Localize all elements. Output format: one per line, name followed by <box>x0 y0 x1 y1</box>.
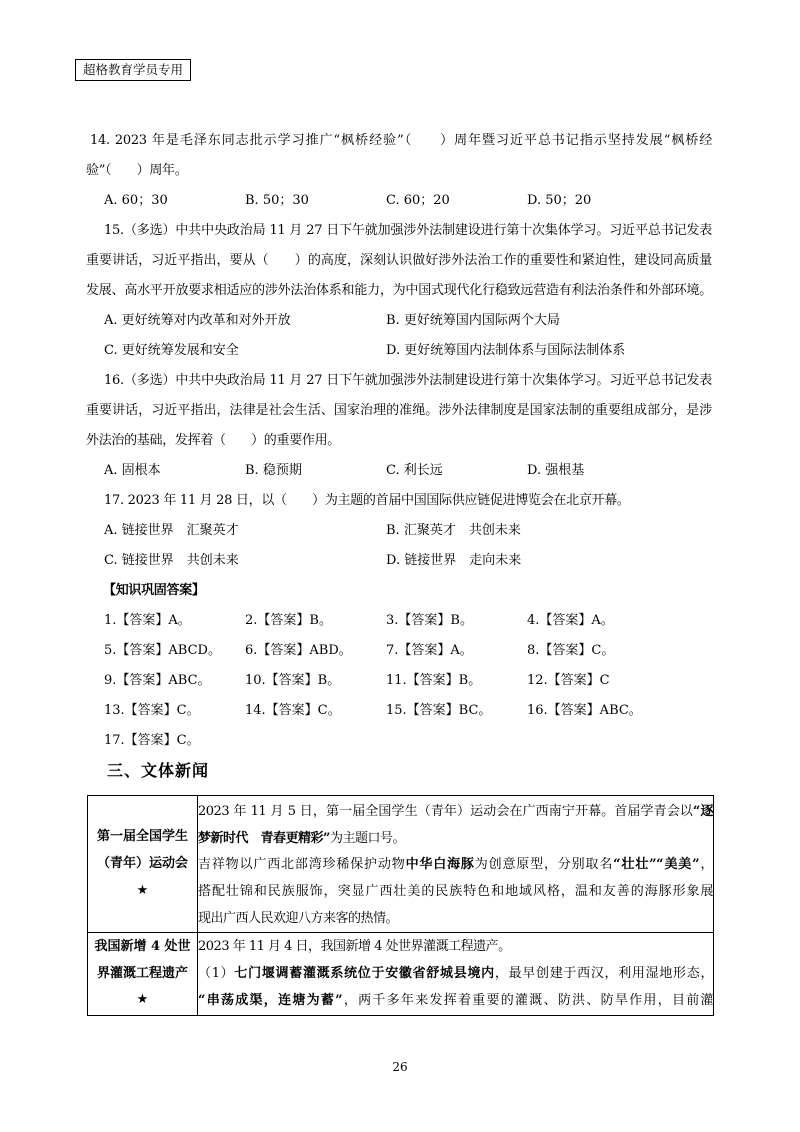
question-16 <box>86 366 712 486</box>
option-d: D. 更好统筹国内法制体系与国际法制体系 <box>386 343 626 358</box>
option-a: A. 链接世界 汇聚英才 <box>104 523 239 538</box>
answer-item: 6.【答案】ABD。 <box>245 643 352 658</box>
option-b: B. 稳预期 <box>245 463 302 478</box>
section-heading: 三、文体新闻 <box>107 761 210 780</box>
news-body-line <box>198 826 713 853</box>
question-16-options <box>86 456 712 486</box>
text-segment: 2023 年 11 月 5 日，第一届全国学生（青年）运动会在广西南宁开幕。首届学青会以 <box>198 804 693 819</box>
answer-item: 2.【答案】B。 <box>245 613 332 628</box>
question-17-line-1: 17. 2023 年 11 月 28 日，以（ ）为主题的首届中国国际供应链促进博览会在北京开幕。 <box>104 493 630 508</box>
bold-segment: “逐 <box>692 804 714 819</box>
bold-segment: “壮壮”“美美” <box>613 857 700 873</box>
question-16-line-2: 重要讲话，习近平指出，法律是社会生活、国家治理的准绳。涉外法律制度是国家法制的重要组成部分，是涉 <box>86 403 712 418</box>
answer-item: 3.【答案】B。 <box>386 613 473 628</box>
page-number: 26 <box>392 1060 408 1074</box>
answer-item: 15.【答案】BC。 <box>386 703 492 718</box>
option-d: D. 强根基 <box>527 463 585 478</box>
text-segment: 现出广西人民欢迎八方来客的热情。 <box>198 910 399 926</box>
news-body-line <box>198 799 713 826</box>
answer-item: 17.【答案】C。 <box>104 733 200 748</box>
news-body-line <box>198 852 713 879</box>
star-marker: ★ <box>136 992 149 1008</box>
news-body-line <box>198 879 713 906</box>
news-topic-line: （青年）运动会 <box>96 855 188 871</box>
text-segment: ， <box>699 857 713 873</box>
star-marker: ★ <box>136 882 149 898</box>
text-segment: ，最早创建于西汉，利用湿地形态， <box>494 966 713 982</box>
question-17-options-row-2 <box>86 546 712 576</box>
text-segment: （1） <box>198 966 235 982</box>
question-16-line-1: 16.（多选）中共中央政治局 11 月 27 日下午就加强涉外法制建设进行第十次集体学习。习近平总书记发表 <box>104 373 712 388</box>
news-topic-line: 界灌溉工程遗产 <box>96 965 188 981</box>
news-body-cell <box>198 796 714 933</box>
bold-segment: 中华白海豚 <box>405 857 475 873</box>
answer-item: 4.【答案】A。 <box>527 613 614 628</box>
news-body-line <box>198 934 713 961</box>
bold-segment: 梦新时代 青春更精彩” <box>198 830 330 846</box>
option-c: C. 更好统筹发展和安全 <box>104 343 239 358</box>
answer-item: 1.【答案】A。 <box>104 613 191 628</box>
option-b: B. 更好统筹国内国际两个大局 <box>386 313 560 328</box>
answer-item: 11.【答案】B。 <box>386 673 482 688</box>
answers-row <box>86 666 712 696</box>
news-topic-cell <box>88 796 198 933</box>
question-17 <box>86 486 712 576</box>
bold-segment: “串荡成渠，连塘为蓄” <box>198 992 343 1008</box>
text-segment: 2023 年 11 月 4 日，我国新增 4 处世界灌溉工程遗产。 <box>198 939 511 955</box>
news-topic-line: 我国新增 4 处世 <box>94 938 191 954</box>
question-15 <box>86 216 712 366</box>
question-15-line-1: 15.（多选）中共中央政治局 11 月 27 日下午就加强涉外法制建设进行第十次集体学习。习近平总书记发表 <box>104 223 712 238</box>
news-row-student-games <box>88 796 714 933</box>
news-body-line <box>198 988 713 1015</box>
question-15-options-row-2 <box>86 336 712 366</box>
text-segment: 为主题口号。 <box>329 830 405 846</box>
news-topic-line: 第一届全国学生 <box>96 829 188 845</box>
option-a: A. 60；30 <box>104 193 168 208</box>
answers-title: 【知识巩固答案】 <box>103 583 205 598</box>
question-15-line-3: 发展、高水平开放要求相适应的涉外法治体系和能力，为中国式现代化行稳致远营造有利法治条件和外部环境。 <box>86 283 712 298</box>
answer-item: 9.【答案】ABC。 <box>104 673 211 688</box>
question-14-options <box>86 186 712 216</box>
text-segment: ，两千多年来发挥着重要的灌溉、防洪、防旱作用，目前灌 <box>342 992 713 1008</box>
option-b: B. 50；30 <box>245 193 309 208</box>
answers-row <box>86 636 712 666</box>
option-c: C. 60；20 <box>386 193 450 208</box>
answer-item: 13.【答案】C。 <box>104 703 200 718</box>
text-segment: 搭配壮锦和民族服饰，突显广西壮美的民族特色和地域风格，温和友善的海豚形象展 <box>198 884 713 900</box>
answer-item: 7.【答案】A。 <box>386 643 473 658</box>
option-b: B. 汇聚英才 共创未来 <box>386 523 521 538</box>
questions-section <box>86 126 712 786</box>
answers-section <box>86 576 712 756</box>
option-d: D. 50；20 <box>527 193 592 208</box>
text-segment: 为创意原型，分别取名 <box>474 857 614 873</box>
option-a: A. 固根本 <box>104 463 161 478</box>
news-body-line <box>198 906 713 933</box>
answer-item: 14.【答案】C。 <box>245 703 341 718</box>
answer-item: 8.【答案】C。 <box>527 643 615 658</box>
answer-item: 10.【答案】B。 <box>245 673 341 688</box>
news-body-line <box>198 961 713 988</box>
news-table <box>87 795 714 1016</box>
answers-row <box>86 606 712 636</box>
answer-item: 16.【答案】ABC。 <box>527 703 642 718</box>
question-17-options-row-1 <box>86 516 712 546</box>
answer-item: 5.【答案】ABCD。 <box>104 643 221 658</box>
option-d: D. 链接世界 走向未来 <box>386 553 522 568</box>
text-segment: 吉祥物以广西北部湾珍稀保护动物 <box>198 857 406 873</box>
answers-row <box>86 726 712 756</box>
answers-row <box>86 696 712 726</box>
option-a: A. 更好统筹对内改革和对外开放 <box>104 313 291 328</box>
question-14-line-1: 14. 2023 年是毛泽东同志批示学习推广“枫桥经验”（ ）周年暨习近平总书记指示坚持发展“枫桥经 <box>90 133 712 148</box>
question-14-line-2: 验”（ ）周年。 <box>86 163 188 178</box>
question-16-line-3: 外法治的基础，发挥着（ ）的重要作用。 <box>86 433 341 448</box>
question-14 <box>86 126 712 216</box>
news-row-irrigation-heritage <box>88 933 714 1015</box>
option-c: C. 利长远 <box>386 463 443 478</box>
news-body-cell <box>198 933 714 1015</box>
header-badge: 超格教育学员专用 <box>75 59 191 81</box>
question-15-line-2: 重要讲话，习近平指出，要从（ ）的高度，深刻认识做好涉外法治工作的重要性和紧迫性，建设同高质量 <box>86 253 712 268</box>
news-topic-cell <box>88 933 198 1015</box>
bold-segment: 七门堰调蓄灌溉系统位于安徽省舒城县境内 <box>234 966 495 982</box>
answer-item: 12.【答案】C <box>527 673 610 688</box>
question-15-options-row-1 <box>86 306 712 336</box>
option-c: C. 链接世界 共创未来 <box>104 553 239 568</box>
